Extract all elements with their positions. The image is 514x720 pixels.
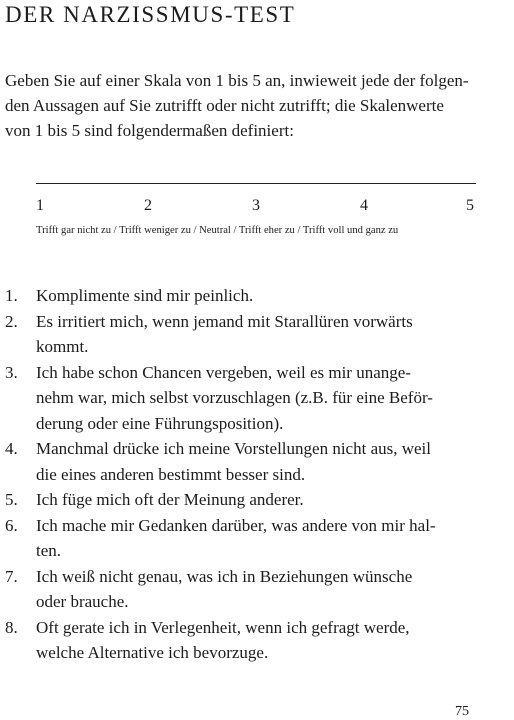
item-text-line: die eines anderen bestimmt besser sind. [36, 464, 306, 484]
item-text-line: welche Alternative ich bevorzuge. [36, 643, 269, 662]
page-number: 75 [455, 704, 469, 719]
scale-number-1: 1 [36, 197, 44, 214]
item-text-line: Oft gerate ich in Verlegenheit, wenn ich gefragt werde, [36, 617, 410, 637]
list-item [0, 309, 514, 360]
list-item [0, 487, 514, 513]
item-text-line: Ich mache mir Gedanken darüber, was andere von mir hal- [36, 515, 436, 535]
item-number: 3. [5, 362, 18, 382]
item-number: 1. [5, 286, 18, 305]
list-item [0, 360, 514, 437]
item-text-line: kommt. [36, 337, 89, 356]
list-item [0, 564, 514, 615]
scale-number-2: 2 [144, 197, 152, 214]
intro-line: von 1 bis 5 sind folgendermaßen definiert: [5, 121, 294, 140]
item-number: 6. [5, 515, 18, 535]
scale-rule [36, 183, 476, 184]
scale-number-5: 5 [466, 197, 474, 214]
item-number: 2. [5, 311, 18, 331]
item-text-line: oder brauche. [36, 592, 129, 611]
intro-line: den Aussagen auf Sie zutrifft oder nicht zutrifft; die Skalenwerte [5, 96, 444, 115]
item-text-line: Ich habe schon Chancen vergeben, weil es mir unange- [36, 362, 411, 382]
item-number: 4. [5, 439, 18, 458]
list-item [0, 513, 514, 564]
item-text-line: nehm war, mich selbst vorzuschlagen (z.B. für eine Beför- [36, 388, 433, 407]
item-text-line: derung oder eine Führungsposition). [36, 413, 284, 433]
scale-number-3: 3 [252, 197, 260, 214]
item-text-line: Ich weiß nicht genau, was ich in Beziehungen wünsche [36, 566, 413, 586]
item-text-line: Komplimente sind mir peinlich. [36, 286, 254, 305]
list-item [0, 436, 514, 487]
statement-list [0, 283, 514, 666]
item-number: 5. [5, 490, 18, 509]
item-text-line: ten. [36, 541, 62, 560]
list-item [0, 615, 514, 666]
item-text-line: Ich füge mich oft der Meinung anderer. [36, 490, 304, 509]
page-title: DER NARZISSMUS-TEST [5, 2, 296, 27]
scale-number-4: 4 [360, 197, 368, 214]
item-text-line: Manchmal drücke ich meine Vorstellungen nicht aus, weil [36, 439, 431, 458]
intro-line: Geben Sie auf einer Skala von 1 bis 5 an, inwieweit jede der folgen- [5, 71, 469, 90]
item-number: 8. [5, 617, 18, 637]
scale-legend: Trifft gar nicht zu / Trifft weniger zu / Neutral / Trifft eher zu / Trifft voll und ganz zu [36, 225, 399, 236]
item-text-line: Es irritiert mich, wenn jemand mit Starallüren vorwärts [36, 311, 413, 331]
item-number: 7. [5, 566, 18, 586]
intro-paragraph [5, 68, 505, 143]
list-item [0, 283, 514, 309]
